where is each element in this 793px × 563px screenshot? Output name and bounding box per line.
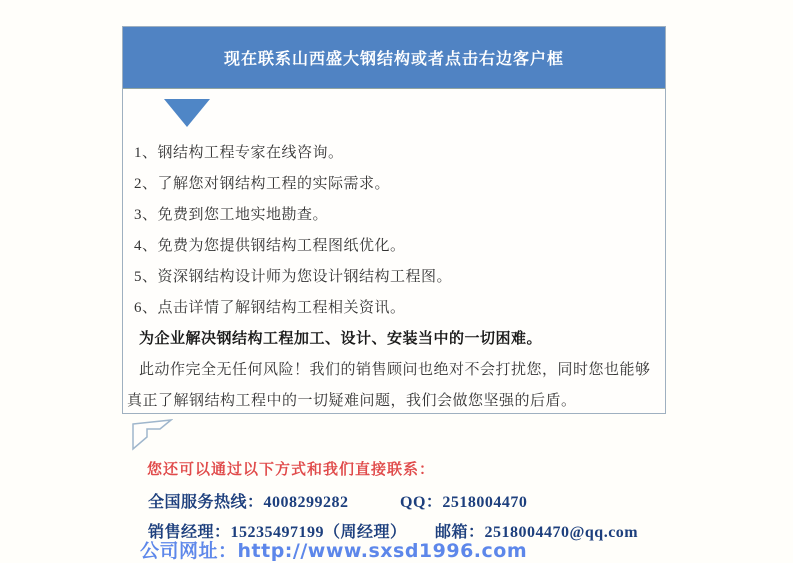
banner-title: 现在联系山西盛大钢结构或者点击右边客户框 <box>223 51 564 68</box>
qq-pair <box>400 489 527 512</box>
website-label: 公司网址： <box>140 540 238 562</box>
banner-header <box>123 27 665 89</box>
arrow-down-icon <box>164 99 210 127</box>
website-row <box>140 536 527 563</box>
steps-list <box>123 89 665 417</box>
manager-number: 15235497199（周经理） <box>230 524 407 541</box>
qq-label: QQ： <box>400 494 443 511</box>
hotline-row <box>148 489 688 512</box>
hotline-label: 全国服务热线： <box>148 494 264 511</box>
step-item-6: 6、点击详情了解钢结构工程相关资讯。 <box>134 300 406 316</box>
step-item-1: 1、钢结构工程专家在线咨询。 <box>134 145 344 161</box>
steps-summary-bold: 为企业解决钢结构工程加工、设计、安装当中的一切困难。 <box>139 331 543 347</box>
risk-free-paragraph: 此动作完全无任何风险！我们的销售顾问也绝对不会打扰您，同时您也能够真正了解钢结构工程中的一切疑难问题，我们会做您坚强的后盾。 <box>127 362 651 409</box>
manager-label: 销售经理： <box>148 524 231 541</box>
hotline-number: 4008299282 <box>263 494 349 511</box>
step-item-2: 2、了解您对钢结构工程的实际需求。 <box>134 176 391 192</box>
website-link[interactable]: http://www.sxsd1996.com <box>237 540 528 562</box>
promo-box <box>122 26 666 414</box>
email-value: 2518004470@qq.com <box>484 524 639 541</box>
step-item-5: 5、资深钢结构设计师为您设计钢结构工程图。 <box>134 269 453 285</box>
email-label: 邮箱： <box>435 524 485 541</box>
contact-intro-text: 您还可以通过以下方式和我们直接联系： <box>147 462 436 478</box>
step-item-4: 4、免费为您提供钢结构工程图纸优化。 <box>134 238 406 254</box>
step-item-3: 3、免费到您工地实地勘查。 <box>134 207 329 223</box>
hotline-pair <box>148 494 349 511</box>
corner-flag-icon <box>131 419 173 458</box>
qq-number: 2518004470 <box>442 494 528 511</box>
